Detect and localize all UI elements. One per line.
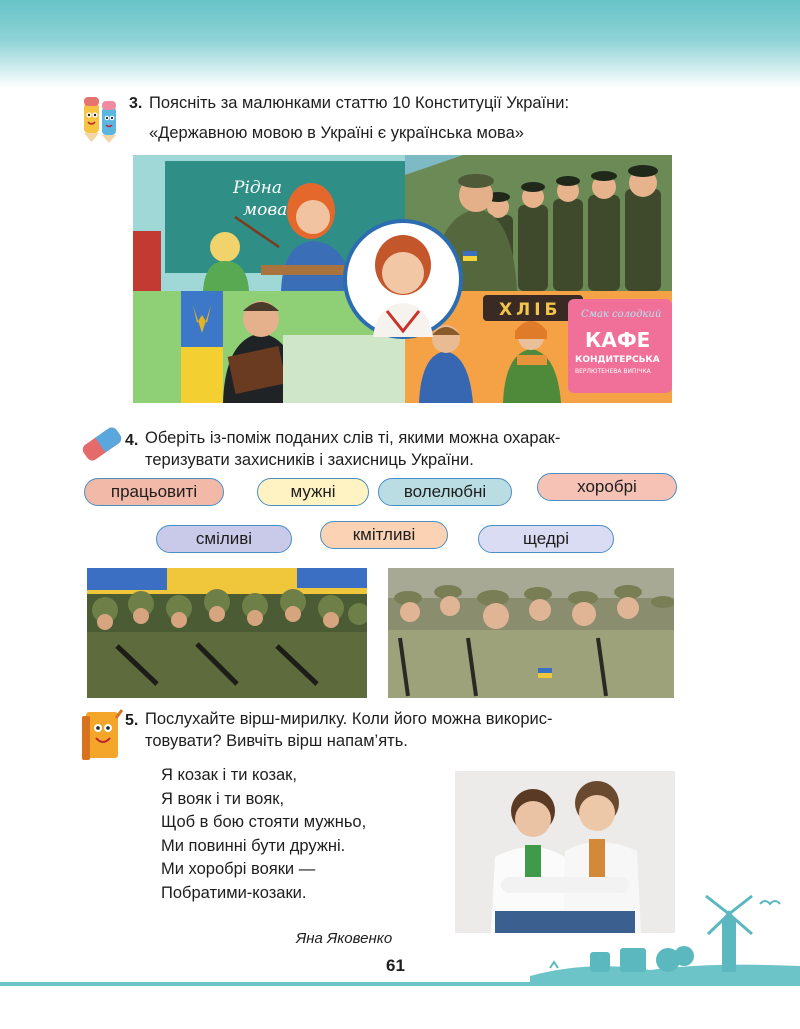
task-3-line-1: Поясніть за малюнками статтю 10 Конституції України: [149, 94, 570, 112]
soldiers-photo-1 [87, 568, 367, 698]
windmill-scenery [500, 890, 800, 987]
shop-sign: ХЛІБ [499, 300, 562, 320]
bottom-divider [0, 982, 800, 986]
word-chip[interactable]: волелюбні [378, 478, 512, 506]
word-chip[interactable]: працьовиті [84, 478, 224, 506]
task-4-text [145, 427, 560, 471]
poem [161, 764, 366, 905]
poem-line: Я вояк і ти вояк, [161, 789, 285, 808]
cafe-sign-note: ВЕРЛЮТЕНЕВА ВИПІЧКА [575, 368, 651, 375]
cafe-sign-subtitle: КОНДИТЕРСЬКА [575, 355, 660, 365]
word-chip[interactable]: щедрі [478, 525, 614, 553]
word-chip[interactable]: мужні [257, 478, 369, 506]
task-3-number: 3. [129, 95, 143, 112]
board-text-1: Рідна [233, 178, 282, 198]
board-text-2: мова [243, 200, 288, 220]
task-3-line-2: «Державною мовою в Україні є українська мова» [149, 124, 524, 142]
header-band [0, 0, 800, 88]
pencils-mascot-icon [78, 93, 122, 148]
task-4-line-2: теризувати захисників і захисниць України. [145, 451, 474, 469]
poem-author: Яна Яковенко [296, 930, 393, 947]
poem-line: Ми повинні бути дружні. [161, 836, 346, 855]
poem-line: Побратими-козаки. [161, 883, 307, 902]
eraser-icon [80, 426, 124, 467]
word-chip[interactable]: хоробрі [537, 473, 677, 501]
word-chip[interactable]: сміливі [156, 525, 292, 553]
page-number: 61 [386, 956, 405, 975]
poem-line: Я козак і ти козак, [161, 766, 297, 784]
cafe-sign-title: КАФЕ [585, 328, 651, 352]
task-5-line-2: товувати? Вивчіть вірш напам’ять. [145, 732, 408, 750]
task-3-illustration [133, 155, 672, 403]
word-chip[interactable]: кмітливі [320, 521, 448, 549]
task-5-line-1: Послухайте вірш-мирилку. Коли його можна викорис- [145, 710, 553, 728]
poem-line: Ми хоробрі вояки — [161, 860, 316, 878]
book-mascot-icon [78, 706, 124, 769]
task-5-text [145, 708, 552, 752]
cafe-sign-script: Смак солодкий [581, 309, 662, 320]
poem-line: Щоб в бою стояти мужньо, [161, 813, 367, 831]
task-3-text [149, 91, 569, 146]
task-4-number: 4. [125, 432, 139, 449]
task-4-line-1: Оберіть із-поміж поданих слів ті, якими можна охарак- [145, 429, 561, 447]
soldiers-photo-2 [388, 568, 674, 698]
task-5-number: 5. [125, 712, 139, 729]
